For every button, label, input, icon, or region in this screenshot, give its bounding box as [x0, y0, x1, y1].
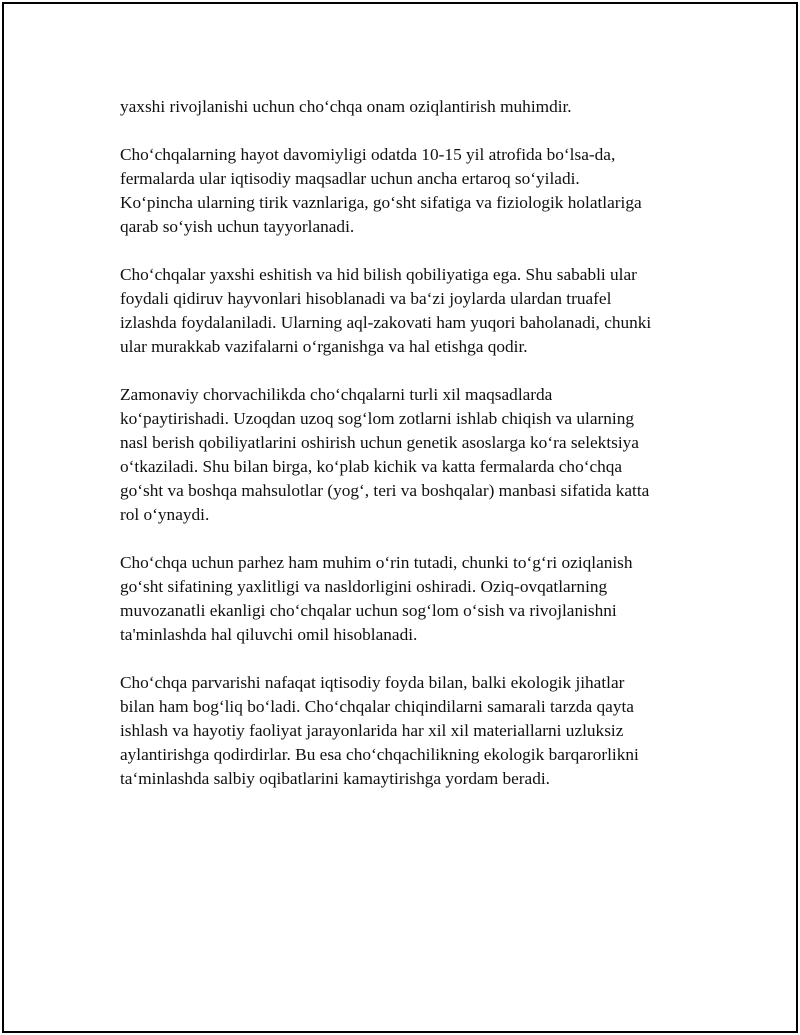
text-line: Cho‘chqalarning hayot davomiyligi odatda 10-15 yil atrofida bo‘lsa-da,: [120, 145, 616, 164]
text-line: go‘sht sifatining yaxlitligi va nasldorligini oshiradi. Oziq-ovqatlarning: [120, 577, 608, 596]
text-line: ta'minlashda hal qiluvchi omil hisoblanadi.: [120, 625, 418, 644]
paragraph-4: [120, 383, 710, 527]
text-line: rol o‘ynaydi.: [120, 505, 210, 524]
text-line: Cho‘chqalar yaxshi eshitish va hid bilish qobiliyatiga ega. Shu sababli ular: [120, 265, 637, 284]
text-line: ishlash va hayotiy faoliyat jarayonlarida har xil xil materiallarni uzluksiz: [120, 721, 624, 740]
text-line: foydali qidiruv hayvonlari hisoblanadi va ba‘zi joylarda ulardan truafel: [120, 289, 612, 308]
text-line: Zamonaviy chorvachilikda cho‘chqalarni turli xil maqsadlarda: [120, 385, 553, 404]
document-page: [2, 2, 798, 1033]
text-line: bilan ham bog‘liq bo‘ladi. Cho‘chqalar chiqindilarni samarali tarzda qayta: [120, 697, 634, 716]
text-line: Cho‘chqa uchun parhez ham muhim o‘rin tutadi, chunki to‘g‘ri oziqlanish: [120, 553, 633, 572]
paragraph-3: [120, 263, 710, 359]
text-line: fermalarda ular iqtisodiy maqsadlar uchun ancha ertaroq so‘yiladi.: [120, 169, 580, 188]
text-line: yaxshi rivojlanishi uchun cho‘chqa onam oziqlantirish muhimdir.: [120, 97, 572, 116]
text-line: nasl berish qobiliyatlarini oshirish uchun genetik asoslarga ko‘ra selektsiya: [120, 433, 639, 452]
text-line: Ko‘pincha ularning tirik vaznlariga, go‘sht sifatiga va fiziologik holatlariga: [120, 193, 642, 212]
text-line: qarab so‘yish uchun tayyorlanadi.: [120, 217, 355, 236]
text-line: Cho‘chqa parvarishi nafaqat iqtisodiy foyda bilan, balki ekologik jihatlar: [120, 673, 625, 692]
paragraph-1: [120, 95, 710, 119]
document-body: [120, 95, 710, 815]
paragraph-5: [120, 551, 710, 647]
paragraph-2: [120, 143, 710, 239]
text-line: ular murakkab vazifalarni o‘rganishga va hal etishga qodir.: [120, 337, 528, 356]
text-line: ta‘minlashda salbiy oqibatlarini kamaytirishga yordam beradi.: [120, 769, 550, 788]
text-line: muvozanatli ekanligi cho‘chqalar uchun sog‘lom o‘sish va rivojlanishni: [120, 601, 617, 620]
text-line: ko‘paytirishadi. Uzoqdan uzoq sog‘lom zotlarni ishlab chiqish va ularning: [120, 409, 635, 428]
text-line: aylantirishga qodirdirlar. Bu esa cho‘chqachilikning ekologik barqarorlikni: [120, 745, 639, 764]
text-line: izlashda foydalaniladi. Ularning aql-zakovati ham yuqori baholanadi, chunki: [120, 313, 652, 332]
text-line: o‘tkaziladi. Shu bilan birga, ko‘plab kichik va katta fermalarda cho‘chqa: [120, 457, 623, 476]
paragraph-6: [120, 671, 710, 791]
text-line: go‘sht va boshqa mahsulotlar (yog‘, teri va boshqalar) manbasi sifatida katta: [120, 481, 650, 500]
